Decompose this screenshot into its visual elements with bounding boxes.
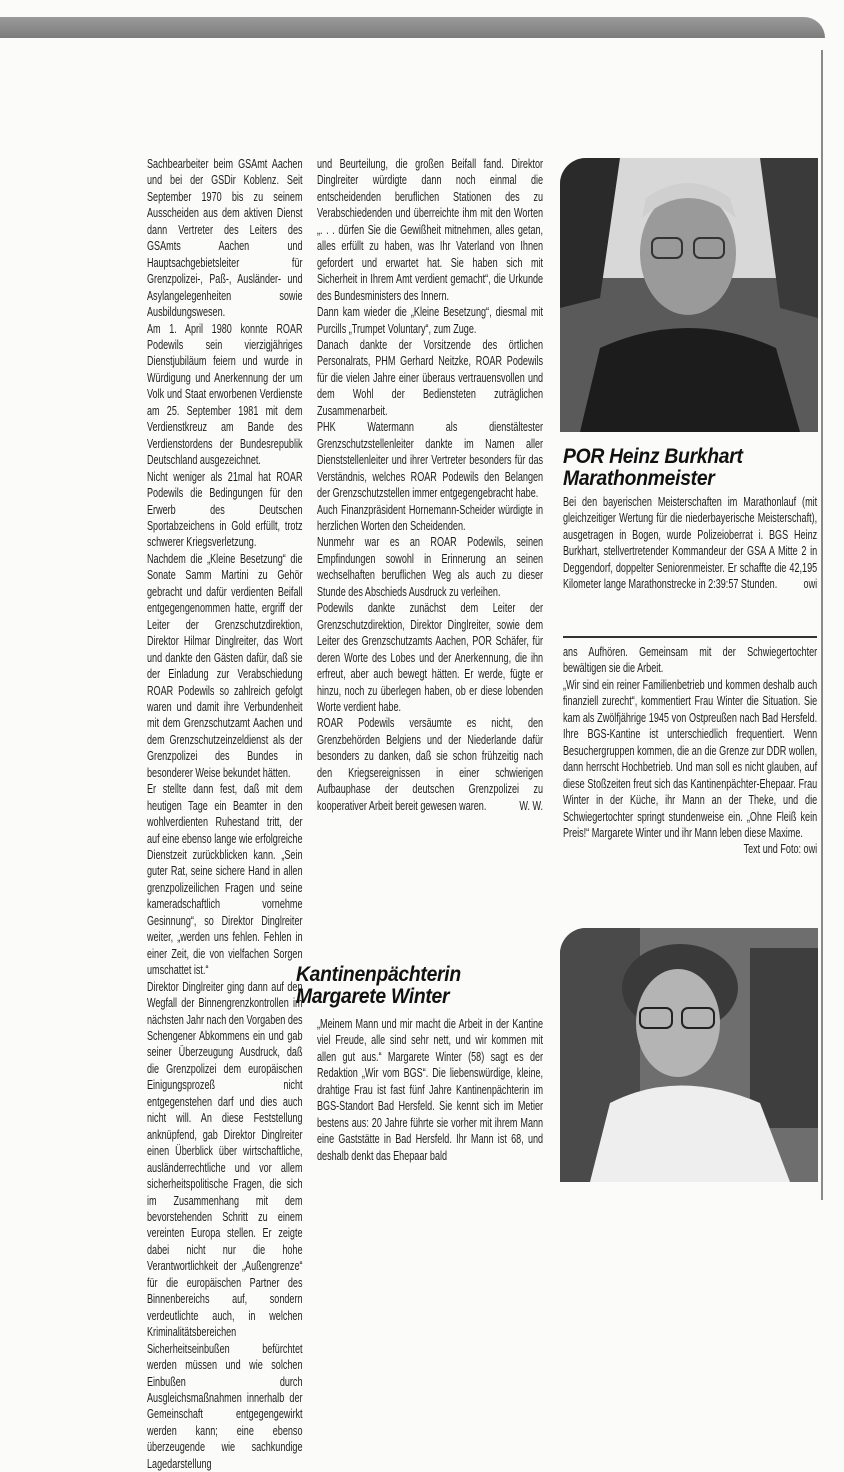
winter-article-part1 <box>317 1016 543 1164</box>
paragraph: Sachbearbeiter beim GSAmt Aachen und bei der GSDir Koblenz. Seit September 1970 bis zu seinem Ausscheiden aus dem aktiven Dienst dann Vertreter des Leiters des GSAmts Aachen und Hauptsachgebietsleiter für Grenzpolizei-, Paß-, Ausländer- und Asylangelegenheiten sowie Ausbildungswesen. <box>147 157 303 320</box>
paragraph: Auch Finanzpräsident Hornemann-Scheider würdigte in herzlichen Worten den Scheidenden. <box>317 502 544 533</box>
headline-line: Kantinenpächterin <box>296 963 461 986</box>
photo-heinz-burkhart <box>560 158 818 432</box>
headline-line: POR Heinz Burkhart <box>563 445 743 468</box>
photo-credit: Text und Foto: owi <box>743 842 818 857</box>
article-column-1 <box>147 156 303 1472</box>
headline-line: Marathonmeister <box>563 467 715 490</box>
paragraph: Danach dankte der Vorsitzende des örtlichen Personalrats, PHM Gerhard Neitzke, ROAR Podewils für die vielen Jahre einer überaus vertrauensvollen und dem Wohl der Bediensteten zuträglichen Zusammenarbeit. <box>317 337 544 418</box>
paragraph: Nicht weniger als 21mal hat ROAR Podewils die Bedingungen für den Erwerb des Deutschen Sportabzeichens in Gold erfüllt, trotz schwerer Kriegsverletzung. <box>147 469 303 550</box>
paragraph: Bei den bayerischen Meisterschaften im Marathonlauf (mit gleichzeitiger Wertung für die niederbayerische Meisterschaft), ausgetragen in Bogen, wurde Polizeioberrat i. BGS Heinz Burkhart, stellvertretender Kommandeur der GSA A Mitte 2 in Deggendorf, doppelter Seniorenmeister. Er schaffte die 42,195 Kilometer lange Marathonstrecke in 2:39:57 Stunden. <box>563 495 818 592</box>
paragraph: „Wir sind ein reiner Familienbetrieb und kommen deshalb auch finanziell zurecht“, kommentiert Frau Winter die Situation. Sie kam als Zwölfjährige 1945 von Ostpreußen nach Bad Hersfeld. Ihre BGS-Kantine ist unterschiedlich frequentiert. Wenn Besuchergruppen kommen, die an die Grenze zur DDR wollen, dann herrscht Hochbetrieb. Und man soll es nicht glauben, auf diese Stoßzeiten freut sich das Kantinenpächter-Ehepaar. Frau Winter in der Küche, ihr Mann an der Theke, und die Schwiegertochter springt stundenweise ein. „Ohne Fleiß kein Preis!“ Margarete Winter und ihr Mann leben diese Maxime. <box>563 677 818 840</box>
headline-line: Margarete Winter <box>296 985 450 1008</box>
paragraph: Nunmehr war es an ROAR Podewils, seinen Empfindungen sowohl in Erinnerung an seinen wechselhaften beruflichen Weg als auch zu dieser Stunde des Abschieds Ausdruck zu verleihen. <box>317 535 544 599</box>
burkhart-article <box>563 494 817 593</box>
headline-winter <box>296 964 461 1008</box>
paragraph: Direktor Dinglreiter ging dann auf den Wegfall der Binnengrenzkontrollen im nächsten Jahr nach den Vorgaben des Schengener Abkommens ein und gab seiner Überzeugung Ausdruck, daß die Grenzpolizei dem europäischen Einigungsprozeß nicht entgegenstehen darf und dies auch nicht will. An diese Feststellung anknüpfend, gab Direktor Dinglreiter einen Überblick über wirtschaftliche, ausländerrechtliche und vor allem sicherheitspolitische Fragen, die sich im Zusammenhang mit dem bevorstehenden Schritt zu einem vereinten Europa stellen. Er zeigte dabei nicht nur die hohe Verantwortlichkeit der „Außengrenze“ für die europäischen Partner des Binnenbereichs auf, sondern verdeutlichte auch, in welchen Kriminalitätsbereichen Sicherheitseinbußen befürchtet werden müssen und wie solchen Einbußen durch Ausgleichsmaßnahmen innerhalb der Gemeinschaft entgegengewirkt werden kann; eine ebenso überzeugende wie sachkundige Lagedarstellung <box>147 979 303 1471</box>
paragraph: und Beurteilung, die großen Beifall fand. Direktor Dinglreiter würdigte dann noch einmal die entscheidenden beruflichen Stationen des zu Verabschiedenden und überreichte ihm mit den Worten „. . . dürfen Sie die Gewißheit mitnehmen, alles getan, alles erfüllt zu haben, was Ihr Vaterland von Ihnen gefordert und erwartet hat. Sie haben sich mit Sicherheit in Ihrem Amt verdient gemacht“, die Urkunde des Bundesministers des Innern. <box>317 157 544 303</box>
author-signature: W. W. <box>519 798 544 813</box>
photo-margarete-winter <box>560 928 818 1182</box>
divider <box>563 636 817 638</box>
paragraph: ans Aufhören. Gemeinsam mit der Schwiegertochter bewältigen sie die Arbeit. <box>563 645 818 676</box>
paragraph: „Meinem Mann und mir macht die Arbeit in der Kantine viel Freude, alle sind sehr nett, und wir kommen mit allen gut aus.“ Margarete Winter (58) sagt es der Redaktion „Wir vom BGS“. Die liebenswürdige, kleine, drahtige Frau ist fast fünf Jahre Kantinenpächterin im BGS-Standort Bad Hersfeld. Sie kennt sich im Metier bestens aus: 20 Jahre führte sie vorher mit ihrem Mann eine Gaststätte in Bad Hersfeld. Ihr Mann ist 68, und deshalb denkt das Ehepaar bald <box>317 1017 544 1163</box>
header-band <box>0 17 825 38</box>
paragraph: Nachdem die „Kleine Besetzung“ die Sonate Samm Martini zu Gehör gebracht und dafür verdienten Beifall entgegengenommen hatte, ergriff der Leiter der Grenzschutzdirektion, Direktor Hilmar Dinglreiter, das Wort und dankte den Gästen dafür, daß sie der Einladung zur Verabschiedung ROAR Podewils so zahlreich gefolgt waren und damit ihre Verbundenheit mit dem Grenzschutzamt Aachen und dem Grenzschutzeinzeldienst als der Grenzpolizei des Bundes in besonderer Weise bekundet hätten. <box>147 551 303 780</box>
paragraph: Podewils dankte zunächst dem Leiter der Grenzschutzdirektion, Direktor Dinglreiter, sowie dem Leiter des Grenzschutzamts Aachen, POR Schäfer, für deren Worte des Lobes und der Anerkennung, die ihn erfreut, aber auch bewegt hätten. Er werde, fügte er hinzu, noch zu überlegen haben, ob er diese lobenden Worte verdient habe. <box>317 601 544 714</box>
paragraph: ROAR Podewils versäumte es nicht, den Grenzbehörden Belgiens und der Niederlande dafür besonders zu danken, daß sie schon frühzeitig nach den Kriegsereignissen in einer schwierigen Aufbauphase der deutschen Grenzpolizei zu kooperativer Arbeit bereit gewesen waren. <box>317 716 544 813</box>
paragraph: Am 1. April 1980 konnte ROAR Podewils sein vierzigjähriges Dienstjubiläum feiern und wurde in Würdigung und Anerkennung der um Volk und Staat erworbenen Verdienste am 25. September 1981 mit dem Verdienstkreuz am Bande des Verdienstordens der Bundesrepublik Deutschland ausgezeichnet. <box>147 321 303 468</box>
article-column-2 <box>317 156 543 814</box>
page-border-line <box>821 50 823 1200</box>
paragraph: Er stellte dann fest, daß mit dem heutigen Tage ein Beamter in den wohlverdienten Ruhestand tritt, der auf eine ebenso lange wie erfolgreiche Dienstzeit zurückblicken kann. „Sein guter Rat, seine sichere Hand in allen grenzpolizeilichen Fragen und seine kameradschaftlich vornehme Gesinnung“, so Direktor Dinglreiter weiter, „werden uns fehlen. Fehlen in einer Zeit, die von vielfachen Sorgen umschattet ist.“ <box>147 782 303 978</box>
winter-article-part2 <box>563 644 817 858</box>
paragraph: PHK Watermann als dienstältester Grenzschutzstellenleiter dankte im Namen aller Dienststellenleiter und ihrer Vertreter besonders für das Verständnis, welches ROAR Podewils den Belangen der Grenzschutzstellen immer entgegengebracht habe. <box>317 420 544 501</box>
headline-burkhart <box>563 446 743 490</box>
author-signature: owi <box>803 577 818 592</box>
paragraph: Dann kam wieder die „Kleine Besetzung“, diesmal mit Purcills „Trumpet Voluntary“, zum Zuge. <box>317 305 544 336</box>
